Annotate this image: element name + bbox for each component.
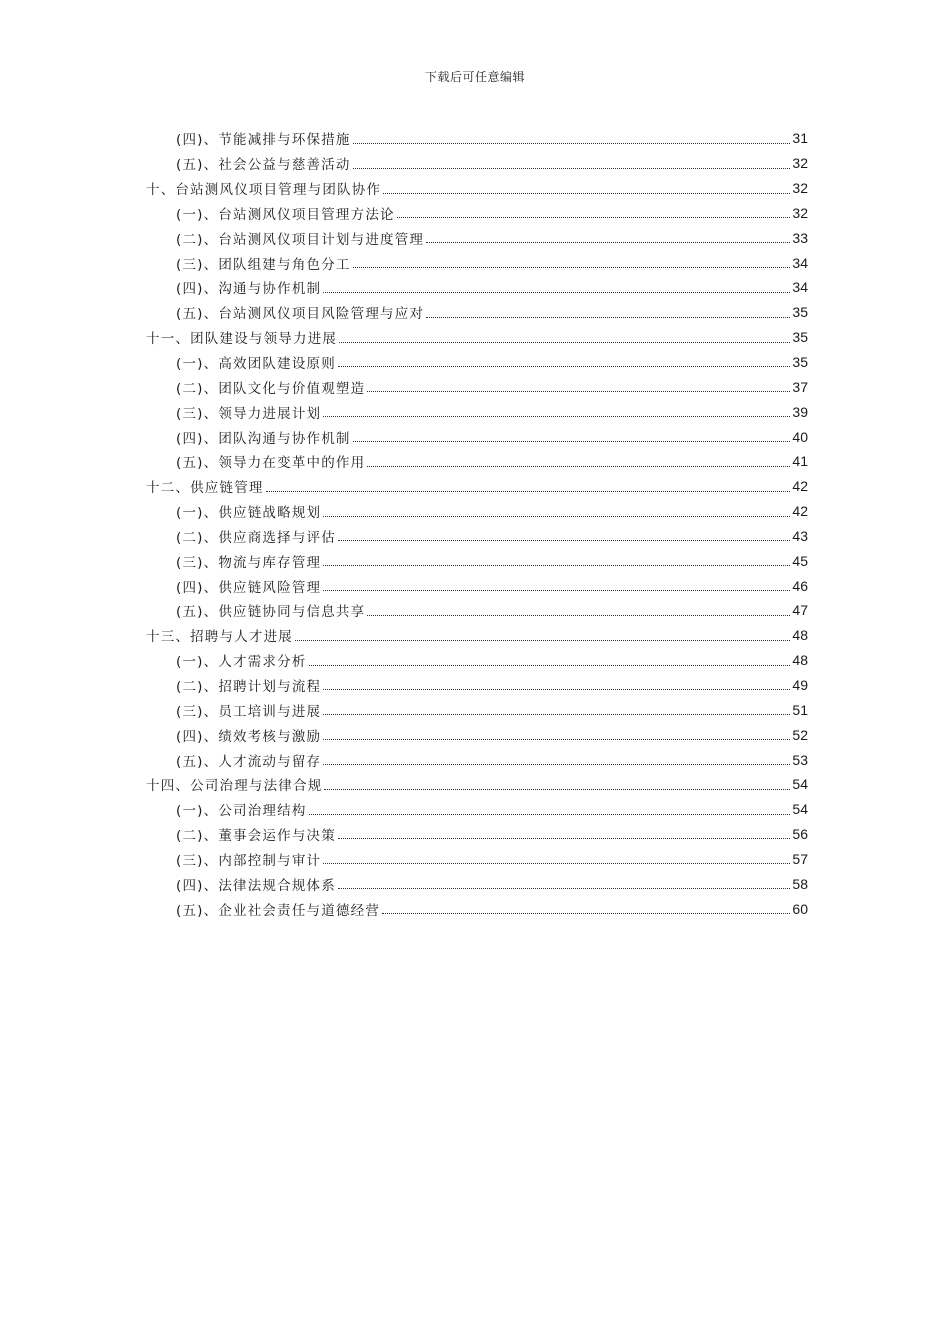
toc-section-entry[interactable]: [0, 722, 808, 747]
toc-section-entry[interactable]: [0, 225, 808, 250]
toc-section-entry[interactable]: [0, 499, 808, 524]
toc-chapter-entry[interactable]: [0, 623, 808, 648]
toc-section-entry[interactable]: [0, 250, 808, 275]
toc-dot-leader: [339, 341, 790, 343]
toc-section-entry[interactable]: [0, 424, 808, 449]
toc-dot-leader: [426, 316, 790, 318]
toc-entry-title: (一)、人才需求分析: [176, 654, 307, 671]
toc-chapter-entry[interactable]: [0, 772, 808, 797]
toc-page-number: 32: [792, 180, 808, 197]
toc-entry-title: (三)、团队组建与角色分工: [176, 256, 351, 273]
toc-dot-leader: [323, 291, 790, 293]
toc-dot-leader: [323, 515, 790, 517]
toc-entry-title: 十四、公司治理与法律合规: [146, 778, 323, 795]
toc-page-number: 45: [792, 552, 808, 569]
toc-entry-title: (二)、供应商选择与评估: [176, 529, 336, 546]
toc-entry-title: (二)、招聘计划与流程: [176, 678, 322, 695]
toc-page-number: 48: [792, 627, 808, 644]
toc-page-number: 35: [792, 354, 808, 371]
toc-page-number: 32: [792, 155, 808, 172]
toc-entry-title: (四)、沟通与协作机制: [176, 281, 322, 298]
toc-entry-title: 十、台站测风仪项目管理与团队协作: [146, 182, 382, 199]
toc-dot-leader: [338, 539, 790, 541]
toc-dot-leader: [323, 862, 790, 864]
toc-dot-leader: [323, 415, 790, 417]
toc-page-number: 42: [792, 503, 808, 520]
toc-entry-title: (三)、内部控制与审计: [176, 852, 322, 869]
toc-dot-leader: [323, 688, 790, 690]
toc-dot-leader: [323, 589, 790, 591]
toc-page-number: 54: [792, 776, 808, 793]
toc-dot-leader: [323, 738, 790, 740]
toc-page-number: 35: [792, 304, 808, 321]
toc-dot-leader: [353, 142, 791, 144]
toc-dot-leader: [323, 713, 790, 715]
toc-page-number: 40: [792, 428, 808, 445]
toc-dot-leader: [367, 465, 790, 467]
toc-entry-title: 十三、招聘与人才进展: [146, 629, 293, 646]
toc-page-number: 41: [792, 453, 808, 470]
toc-entry-title: (三)、领导力进展计划: [176, 405, 322, 422]
toc-dot-leader: [353, 440, 791, 442]
toc-dot-leader: [309, 664, 791, 666]
toc-entry-title: (四)、团队沟通与协作机制: [176, 430, 351, 447]
toc-page-number: 47: [792, 602, 808, 619]
toc-dot-leader: [338, 887, 790, 889]
toc-chapter-entry[interactable]: [0, 474, 808, 499]
toc-section-entry[interactable]: [0, 573, 808, 598]
toc-dot-leader: [353, 266, 791, 268]
toc-page-number: 57: [792, 850, 808, 867]
toc-dot-leader: [426, 241, 790, 243]
toc-entry-title: (四)、供应链风险管理: [176, 579, 322, 596]
toc-dot-leader: [382, 912, 790, 914]
toc-page-number: 54: [792, 801, 808, 818]
toc-dot-leader: [324, 788, 790, 790]
toc-page-number: 42: [792, 478, 808, 495]
toc-entry-title: (一)、高效团队建设原则: [176, 356, 336, 373]
toc-entry-title: (三)、物流与库存管理: [176, 554, 322, 571]
toc-entry-title: (五)、台站测风仪项目风险管理与应对: [176, 306, 425, 323]
toc-section-entry[interactable]: [0, 673, 808, 698]
toc-section-entry[interactable]: [0, 871, 808, 896]
toc-dot-leader: [266, 490, 791, 492]
page-header: 下载后可任意编辑: [424, 70, 525, 84]
toc-section-entry[interactable]: [0, 151, 808, 176]
toc-page-number: 58: [792, 875, 808, 892]
toc-dot-leader: [309, 813, 791, 815]
toc-entry-title: (三)、员工培训与进展: [176, 703, 322, 720]
toc-page-number: 34: [792, 254, 808, 271]
toc-page-number: 35: [792, 329, 808, 346]
toc-entry-title: (五)、企业社会责任与道德经营: [176, 902, 381, 919]
toc-entry-title: (一)、供应链战略规划: [176, 505, 322, 522]
toc-dot-leader: [323, 564, 790, 566]
toc-section-entry[interactable]: [0, 548, 808, 573]
toc-entry-title: (二)、团队文化与价值观塑造: [176, 380, 366, 397]
toc-section-entry[interactable]: [0, 896, 808, 921]
toc-entry-title: (五)、人才流动与留存: [176, 753, 322, 770]
toc-entry-title: 十一、团队建设与领导力进展: [146, 331, 338, 348]
toc-dot-leader: [367, 614, 790, 616]
toc-dot-leader: [338, 365, 790, 367]
toc-section-entry[interactable]: [0, 126, 808, 151]
toc-dot-leader: [367, 390, 790, 392]
toc-page-number: 52: [792, 726, 808, 743]
toc-entry-title: (二)、董事会运作与决策: [176, 828, 336, 845]
toc-section-entry[interactable]: [0, 747, 808, 772]
toc-page-number: 48: [792, 652, 808, 669]
toc-section-entry[interactable]: [0, 374, 808, 399]
toc-entry-title: (四)、节能减排与环保措施: [176, 132, 351, 149]
toc-page-number: 49: [792, 676, 808, 693]
toc-page-number: 37: [792, 378, 808, 395]
toc-entry-title: (五)、领导力在变革中的作用: [176, 455, 366, 472]
toc-section-entry[interactable]: [0, 350, 808, 375]
toc-dot-leader: [338, 837, 790, 839]
toc-section-entry[interactable]: [0, 822, 808, 847]
toc-page-number: 31: [792, 130, 808, 147]
toc-section-entry[interactable]: [0, 797, 808, 822]
toc-entry-title: (一)、台站测风仪项目管理方法论: [176, 206, 395, 223]
toc-page-number: 46: [792, 577, 808, 594]
toc-page-number: 33: [792, 229, 808, 246]
toc-dot-leader: [295, 639, 790, 641]
toc-section-entry[interactable]: [0, 697, 808, 722]
toc-page-number: 60: [792, 900, 808, 917]
toc-section-entry[interactable]: [0, 598, 808, 623]
toc-section-entry[interactable]: [0, 399, 808, 424]
toc-entry-title: (四)、绩效考核与激励: [176, 728, 322, 745]
toc-section-entry[interactable]: [0, 275, 808, 300]
toc-entry-title: (四)、法律法规合规体系: [176, 877, 336, 894]
toc-section-entry[interactable]: [0, 524, 808, 549]
toc-section-entry[interactable]: [0, 449, 808, 474]
toc-dot-leader: [353, 167, 791, 169]
toc-chapter-entry[interactable]: [0, 176, 808, 201]
toc-dot-leader: [323, 763, 790, 765]
toc-entry-title: 十二、供应链管理: [146, 480, 264, 497]
toc-entry-title: (五)、社会公益与慈善活动: [176, 157, 351, 174]
toc-page-number: 56: [792, 826, 808, 843]
toc-chapter-entry[interactable]: [0, 325, 808, 350]
toc-dot-leader: [397, 216, 791, 218]
toc-section-entry[interactable]: [0, 201, 808, 226]
toc-section-entry[interactable]: [0, 846, 808, 871]
toc-entry-title: (五)、供应链协同与信息共享: [176, 604, 366, 621]
toc-dot-leader: [383, 192, 790, 194]
toc-page-number: 53: [792, 751, 808, 768]
toc-page-number: 34: [792, 279, 808, 296]
toc-page-number: 51: [792, 701, 808, 718]
toc-entry-title: (一)、公司治理结构: [176, 803, 307, 820]
toc-page-number: 32: [792, 204, 808, 221]
toc-page-number: 43: [792, 527, 808, 544]
toc-entry-title: (二)、台站测风仪项目计划与进度管理: [176, 231, 425, 248]
toc-page-number: 39: [792, 403, 808, 420]
toc-section-entry[interactable]: [0, 648, 808, 673]
table-of-contents: [0, 126, 950, 921]
toc-section-entry[interactable]: [0, 300, 808, 325]
